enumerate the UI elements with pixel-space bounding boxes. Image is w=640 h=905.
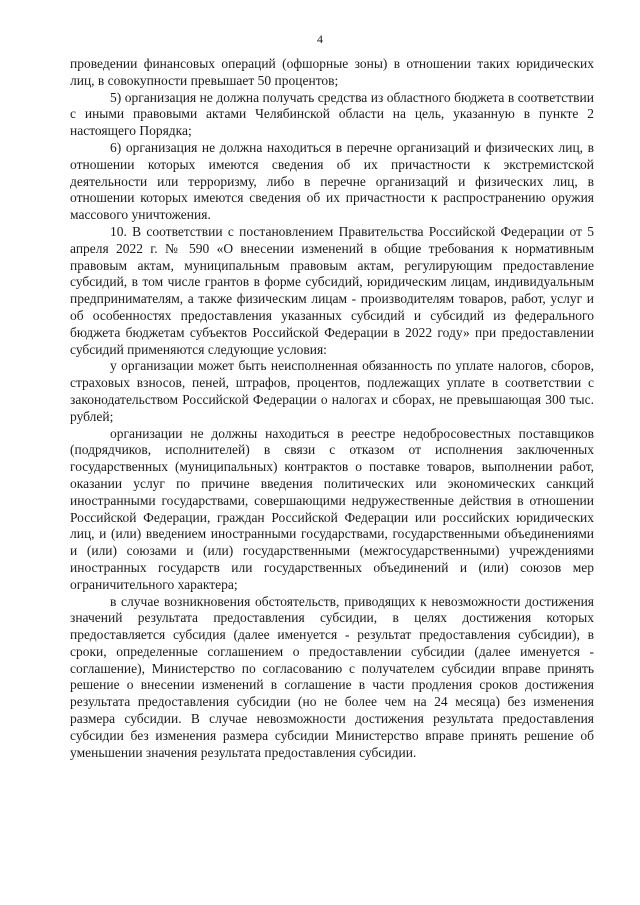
paragraph-condition-tax-debt: у организации может быть неисполненная обязанность по уплате налогов, сборов, страховых взносов, пеней, штрафов, процентов, подлежащих уплате в соответствии с законодательством Российской Федерации о налогах и сборах, не превышающая 300 тыс. рублей; [70,358,594,424]
paragraph-section-10: 10. В соответствии с постановлением Правительства Российской Федерации от 5 апреля 2022 г. № 590 «О внесении изменений в общие требования к нормативным правовым актам, муниципальным правовым актам, регулирующим предоставление субсидий, в том числе грантов в форме субсидий, юридическим лицам, индивидуальным предпринимателям, а также физическим лицам - производителям товаров, работ, услуг и об особенностях предоставления указанных субсидий и субсидий из федерального бюджета бюджетам субъектов Российской Федерации в 2022 году» при предоставлении субсидий применяются следующие условия: [70,223,594,357]
paragraph-continuation: проведении финансовых операций (офшорные зоны) в отношении таких юридических лиц, в совокупности превышает 50 процентов; [70,56,594,88]
paragraph-item-6: 6) организация не должна находиться в перечне организаций и физических лиц, в отношении которых имеются сведения об их причастности к экстремистской деятельности или терроризму, либо в перечне организаций и физических лиц, в отношении которых имеются сведения об их причастности к распространению оружия массового уничтожения. [70,139,594,223]
paragraph-condition-result: в случае возникновения обстоятельств, приводящих к невозможности достижения значений результата предоставления субсидии, в целях достижения которых предоставляется субсидия (далее именуется - результат предоставления субсидии), в сроки, определенные соглашением о предоставлении субсидии (далее именуется - соглашение), Министерство по согласованию с получателем субсидии вправе принять решение о внесении изменений в соглашение в части продления сроков достижения результата предоставления субсидии (но не более чем на 24 месяца) без изменения размера субсидии. В случае невозможности достижения результата предоставления субсидии без изменения размера субсидии Министерство вправе принять решение об уменьшении значения результата предоставления субсидии. [70,593,594,760]
document-body [70,56,594,761]
paragraph-item-5: 5) организация не должна получать средства из областного бюджета в соответствии с иными правовыми актами Челябинской области на цель, указанную в пункте 2 настоящего Порядка; [70,89,594,139]
page-number: 4 [317,32,323,46]
paragraph-condition-registry: организации не должны находиться в реестре недобросовестных поставщиков (подрядчиков, исполнителей) в связи с отказом от исполнения заключенных государственных (муниципальных) контрактов о поставке товаров, выполнении работ, оказании услуг по причине введения политических или экономических санкций иностранными государствами, совершающими недружественные действия в отношении Российской Федерации, граждан Российской Федерации или российских юридических лиц, и (или) введением иностранными государствами, государственными объединениями и (или) союзами и (или) государственными (межгосударственными) учреждениями иностранных государств или государственных объединений и (или) союзов мер ограничительного характера; [70,425,594,592]
